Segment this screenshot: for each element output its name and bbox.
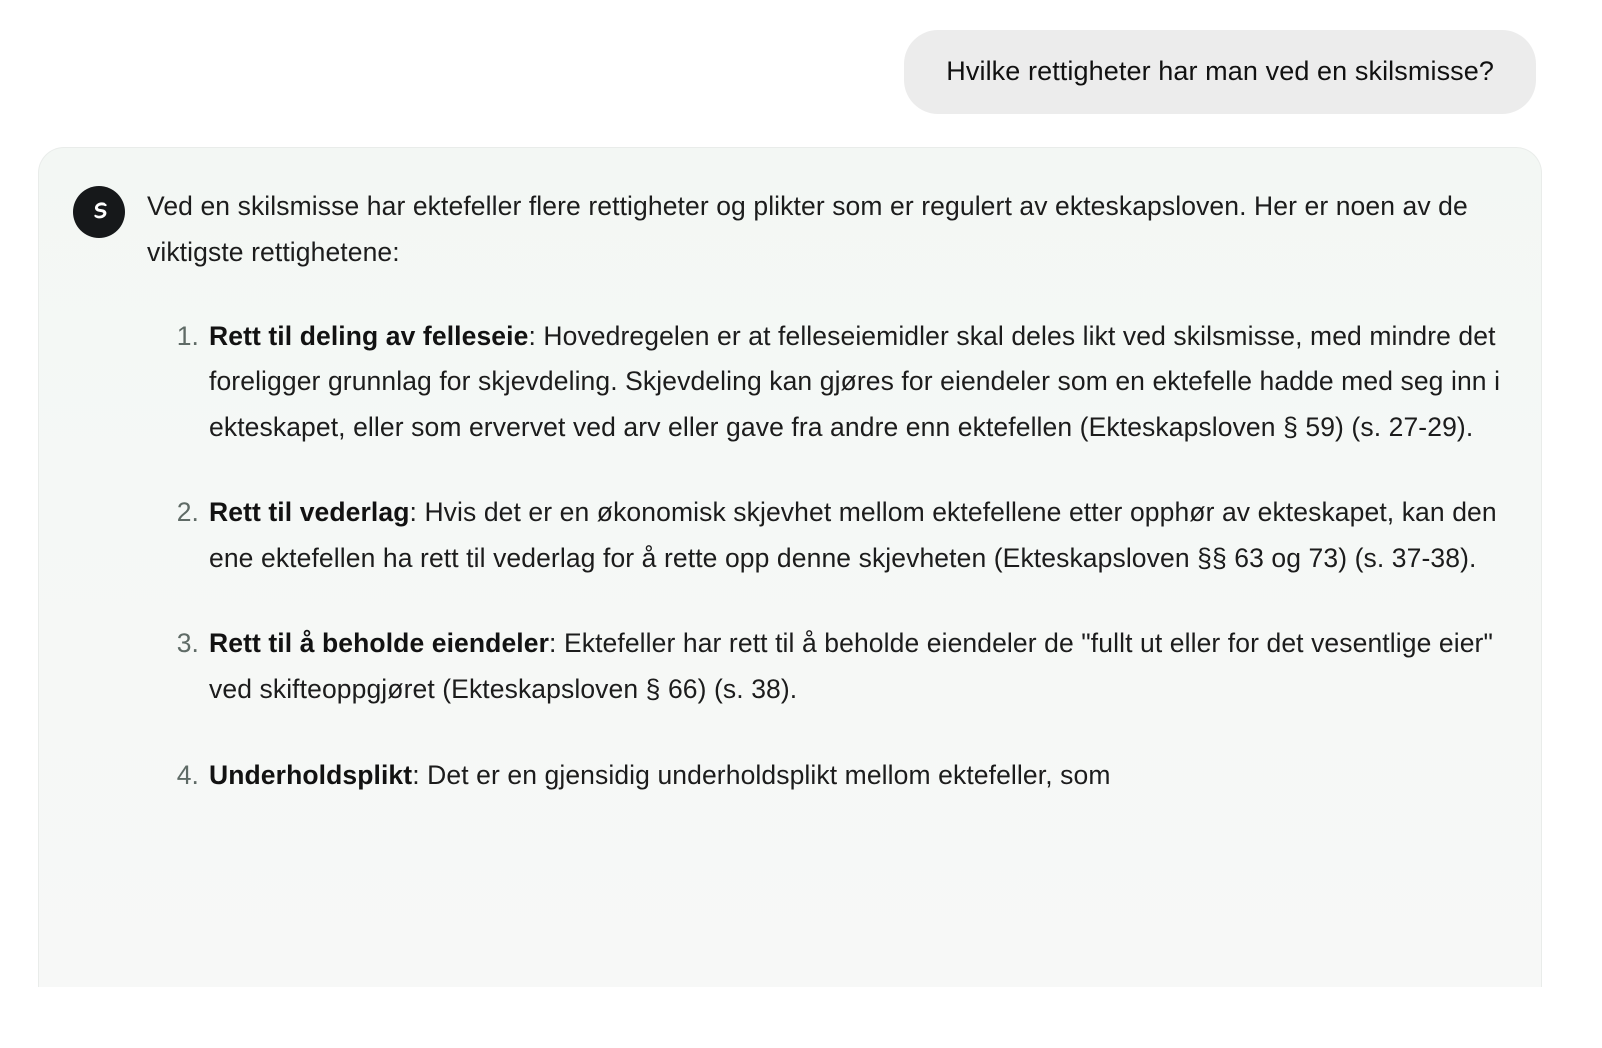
list-item-term: Rett til deling av felleseie [209,320,529,351]
assistant-intro-paragraph: Ved en skilsmisse har ektefeller flere rettigheter og plikter som er regulert av ekteskapsloven. Her er noen av de viktigste rettighetene: [147,191,1468,268]
list-item [209,490,1501,581]
assistant-content [147,184,1501,798]
list-item-text: : Ektefeller har rett til å beholde eiendeler de "fullt ut eller for det vesentlige eier" ved skifteoppgjøret (Ekteskapsloven § 66) (s. 38). [209,628,1493,705]
list-item-term: Rett til vederlag [209,497,410,528]
list-item [209,621,1501,712]
list-item-term: Rett til å beholde eiendeler [209,628,550,659]
assistant-logo-icon [73,186,125,238]
user-message-bubble[interactable]: Hvilke rettigheter har man ved en skilsmisse? [904,30,1536,114]
list-item-text: : Hovedregelen er at felleseiemidler skal deles likt ved skilsmisse, med mindre det foreligger grunnlag for skjevdeling. Skjevdeling kan gjøres for eiendeler som en ektefelle hadde med seg inn i ekteskapet, eller som ervervet ved arv eller gave fra andre enn ektefellen (Ekteskapsloven § 59) (s. 27-29). [209,320,1501,442]
list-item [209,753,1501,799]
list-item-text: : Hvis det er en økonomisk skjevhet mellom ektefellene etter opphør av ekteskapet, kan den ene ektefellen ha rett til vederlag for å rette opp denne skjevheten (Ekteskapsloven §§ 63 og 73) (s. 37-38). [209,497,1497,573]
assistant-message-card [38,147,1542,987]
list-item-term: Underholdsplikt [209,759,413,790]
rights-list [147,314,1501,799]
assistant-message-body [73,184,1501,798]
user-message-row [0,0,1602,114]
list-item-text: : Det er en gjensidig underholdsplikt mellom ektefeller, som [412,759,1111,790]
list-item [209,314,1501,451]
